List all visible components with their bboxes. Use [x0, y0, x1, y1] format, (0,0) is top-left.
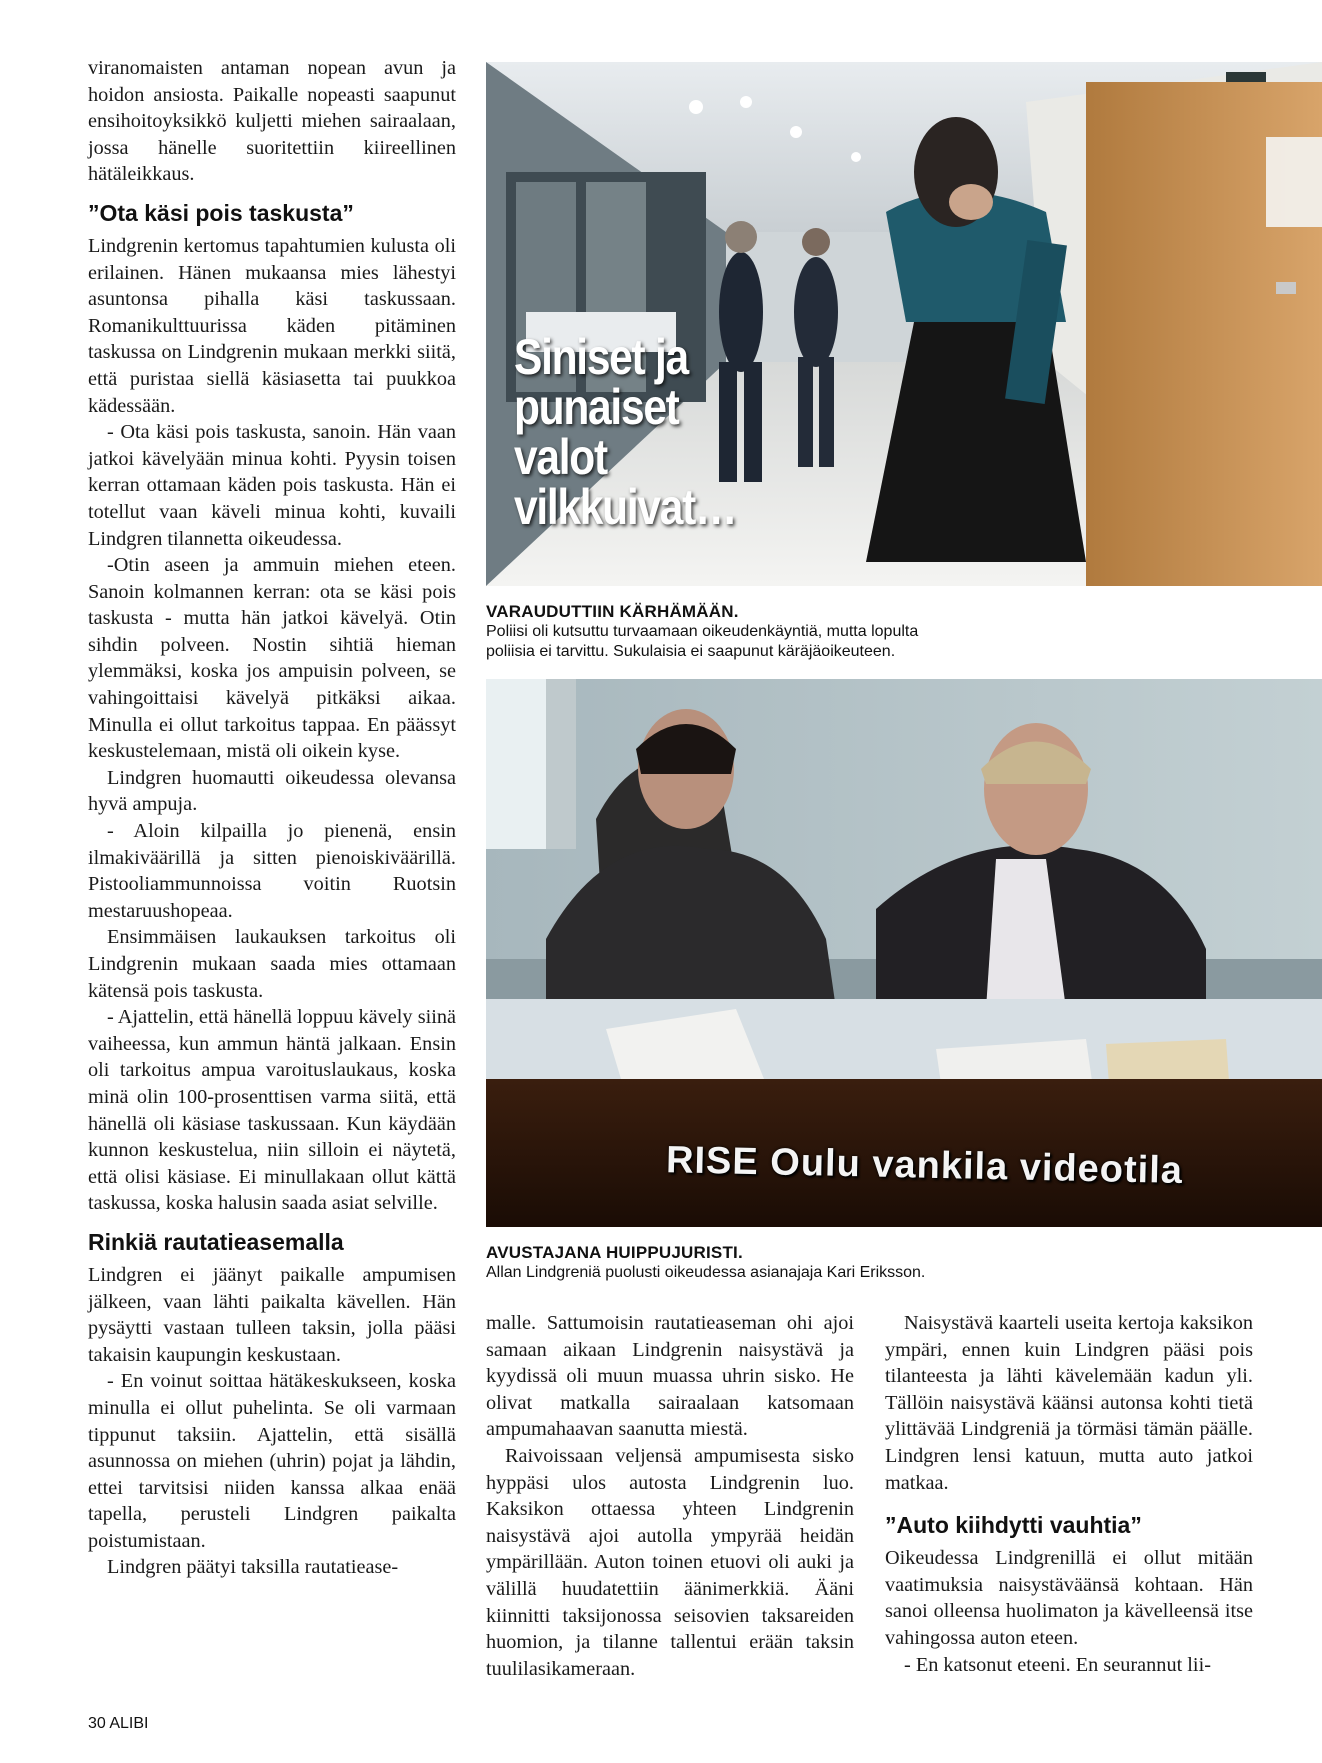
body-paragraph: - Ota käsi pois taskusta, sanoin. Hän vaan jatkoi kävelyään minua kohti. Pyysin toisen kerran ottamaan käden pois taskusta. Hän ei totellut vaan käveli minua kohti, kuvaili Lindgren tilannetta oikeudessa. [88, 421, 456, 550]
left-section-1 [88, 233, 456, 1217]
left-section-2 [88, 1262, 456, 1581]
headline-line: Siniset ja [514, 329, 688, 385]
body-paragraph: Naisystävä kaarteli useita kertoja kaksikon ympäri, ennen kuin Lindgren pääsi pois tilanteesta ja lähti kävelemään kadun yli. Tällöin naisystävä käänsi autonsa kohti tietä ylittävää Lindgreniä ja törmäsi tämän päälle. Lindgren lensi katuun, mutta auto jatkoi matkaa. [885, 1312, 1253, 1494]
photo-1-headline [514, 329, 737, 535]
right-section-1 [885, 1310, 1253, 1496]
heading-auto-kiihdytti: ”Auto kiihdytti vauhtia” [885, 1512, 1142, 1539]
body-paragraph: - Aloin kilpailla jo pienenä, ensin ilmakiväärillä ja sitten pienoiskiväärillä. Pistooliammunnoissa voitin Ruotsin mestaruushopeaa. [88, 820, 456, 922]
left-top-text [88, 55, 456, 188]
body-paragraph: viranomaisten antaman nopean avun ja hoidon ansiosta. Paikalle nopeasti saapunut ensihoitoyksikkö kuljetti miehen sairaalaan, jossa hänelle suoritettiin kiireellinen hätäleikkaus. [88, 57, 456, 186]
body-paragraph: Lindgren ei jäänyt paikalle ampumisen jälkeen, vaan lähti paikalta kävellen. Hän pysäytti vastaan tulleen taksin, jolla pääsi takaisin kaupungin keskustaan. [88, 1263, 456, 1366]
body-paragraph: Raivoissaan veljensä ampumisesta sisko hyppäsi ulos autosta Lindgrenin luo. Kaksikon ottaessa yhteen Lindgrenin naisystävä ajoi autolla ympyrää heidän ympärillään. Auton toinen etuovi oli auki ja välillä huudatettiin äänimerkkiä. Ääni kiinnitti taksijonossa seisovien taksareiden huomion, ja tilanne tallentui erään taksin tuulilasikameraan. [486, 1444, 854, 1680]
body-paragraph: Lindgren päätyi taksilla rautatiease- [107, 1556, 399, 1579]
headline-line: punaiset [514, 379, 679, 435]
caption-line: poliisia ei tarvittu. Sukulaisia ei saapunut käräjäoikeuteen. [486, 643, 896, 660]
photo-1-caption [486, 601, 1286, 662]
body-paragraph: - Ajattelin, että hänellä loppuu kävely siinä vaiheessa, kun ammun häntä jalkaan. Ensin oli tarkoitus ampua varoituslaukaus, koska minä olin 100-prosenttisen varma siitä, että hänellä oli käsiase taskussaan. Kun käydään kunnon keskustelua, niin silloin ei näytetä, että olisi käsiase. Ei minullakaan ollut kättä taskussa, koska halusin saada asiat selville. [88, 1006, 456, 1215]
caption-title: AVUSTAJANA HUIPPUJURISTI. [486, 1243, 743, 1262]
caption-title: VARAUDUTTIIN KÄRHÄMÄÄN. [486, 602, 739, 621]
headline-line: vilkkuivat… [514, 479, 737, 535]
caption-line: Allan Lindgreniä puolusti oikeudessa asianajaja Kari Eriksson. [486, 1264, 926, 1281]
body-paragraph: Oikeudessa Lindgrenillä ei ollut mitään vaatimuksia naisystäväänsä kohtaan. Hän sanoi olleensa huolimaton ja kävelleensä itse vahingossa auton eteen. [885, 1547, 1253, 1649]
right-column [885, 1310, 1253, 1678]
page-folio: 30 ALIBI [88, 1715, 149, 1732]
screen-overlay-text: RISE Oulu vankila videotila [665, 1139, 1184, 1193]
left-column [88, 55, 456, 1581]
body-paragraph: Ensimmäisen laukauksen tarkoitus oli Lindgrenin mukaan saada mies ottamaan kätensä pois taskusta. [88, 926, 456, 1002]
body-paragraph: Lindgren huomautti oikeudessa olevansa hyvä ampuja. [88, 766, 456, 816]
body-paragraph: Lindgrenin kertomus tapahtumien kulusta oli erilainen. Hänen mukaansa mies lähestyi asuntonsa pihalla käsi taskussaan. Romanikulttuurissa käden pitäminen taskussa on Lindgrenin mukaan merkki siitä, että puristaa siellä käsiasetta tai puukkoa kädessään. [88, 234, 456, 417]
body-paragraph: -Otin aseen ja ammuin miehen eteen. Sanoin kolmannen kerran: ota se käsi pois taskusta - mutta hän jatkoi kävelyä. Otin sihdin polveen. Nostin sihtiä hieman ylemmäksi, koska jos ampuisin polveen, se vahingoittaisi kävelyä pitkäksi aikaa. Minulla ei ollut tarkoitus tappaa. En päässyt keskustelemaan, mistä oli oikein kyse. [88, 554, 456, 763]
body-paragraph: - En voinut soittaa hätäkeskukseen, koska minulla ei ollut puhelinta. Se oli varmaan tippunut taksiin. Ajattelin, että sisällä asunnossa on miehen (uhrin) pojat ja lähdin, ettei tarvitsisi niiden kanssa alkaa enää tapella, perusteli Lindgren paikalta poistumistaan. [88, 1370, 456, 1552]
heading-ota-kasi: ”Ota käsi pois taskusta” [88, 199, 354, 226]
right-section-2 [885, 1545, 1253, 1678]
body-paragraph: - En katsonut eteeni. En seurannut lii- [904, 1653, 1211, 1676]
photo-video-hearing [486, 679, 1322, 1227]
heading-rinkia: Rinkiä rautatieasemalla [88, 1228, 344, 1255]
middle-column [486, 1310, 854, 1682]
photo-2-caption [486, 1242, 1286, 1283]
body-paragraph: malle. Sattumoisin rautatieaseman ohi ajoi samaan aikaan Lindgrenin naisystävä ja kyydissä oli muun muassa uhrin sisko. He olivat matkalla sairaalaan katsomaan ampumahaavan saanutta miestä. [486, 1312, 854, 1441]
caption-line: Poliisi oli kutsuttu turvaamaan oikeudenkäyntiä, mutta lopulta [486, 623, 919, 640]
photo-court-corridor [486, 62, 1322, 586]
headline-line: valot [514, 429, 607, 485]
